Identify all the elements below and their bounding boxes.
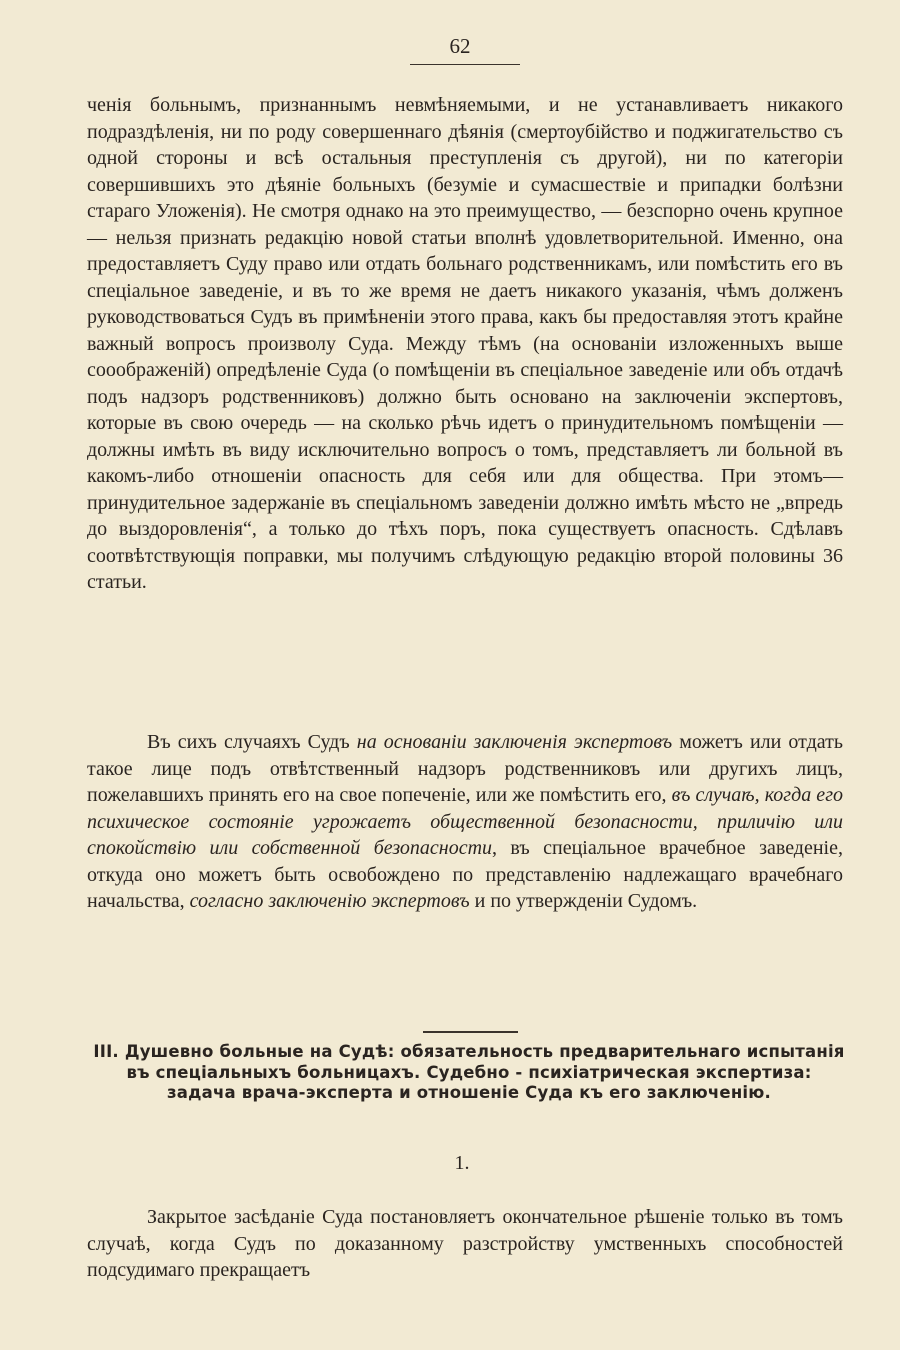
- paragraph-text: [87, 729, 843, 915]
- section-heading: III. Душевно больные на Судѣ: обязательность предварительнаго испытанія въ спеціальныхъ больницахъ. Судебно - психіатрическая экспертиза: задача врача-эксперта и отношеніе Суда къ его заключенію.: [93, 1042, 845, 1102]
- proposed-article-paragraph: [87, 729, 843, 915]
- paragraph-text: ченія больнымъ, признаннымъ невмѣняемыми, и не устанавливаетъ никакого подраздѣленія, ни по роду совершеннаго дѣянія (смертоубійство и поджигательство съ одной стороны и всѣ остальныя преступленія съ другой), ни по категоріи совершившихъ это дѣяніе больныхъ (безуміе и сумасшествіе и припадки болѣзни стараго Уложенія). Не смотря однако на это преимущество, — безспорно очень крупное — нельзя признать редакцію новой статьи вполнѣ удовлетворительной. Именно, она предоставляетъ Суду право или отдать больнаго родственникамъ, или помѣстить его въ спеціальное заведеніе, и въ то же время не даетъ никакого указанія, чѣмъ долженъ руководствоваться Судъ въ примѣненіи этого права, какъ бы предоставляя этотъ крайне важный вопросъ произволу Суда. Между тѣмъ (на основаніи изложенныхъ выше сооображеній) опредѣленіе Суда (о помѣщеніи въ спеціальное заведеніе или объ отдачѣ подъ надзоръ родственниковъ) должно быть основано на заключеніи экспертовъ, которые въ свою очередь — на сколько рѣчь идетъ о принудительномъ помѣщеніи — должны имѣть въ виду исключительно вопросъ о томъ, представляетъ ли больной въ какомъ-либо отношеніи опасность для себя или для общества. При этомъ—принудительное задержаніе въ спеціальномъ заведеніи должно имѣть мѣсто не „впредь до выздоровленія“, а только до тѣхъ поръ, пока существуетъ опасность. Сдѣлавъ соотвѣтствующія поправки, мы получимъ слѣдующую редакцію второй половины 36 статьи.: [87, 94, 843, 593]
- section-paragraph: [87, 1204, 843, 1284]
- italic-run: въ случаѣ, когда его психическое состояніе угрожаетъ общественной безопасности, приличію или спокойствію или собственной безопасности: [87, 784, 843, 859]
- paragraph-continuation: [87, 92, 843, 596]
- section-divider: [423, 1031, 518, 1033]
- section-number: 1.: [454, 1152, 470, 1174]
- header-rule: [410, 64, 520, 65]
- page-number: 62: [449, 34, 471, 58]
- paragraph-text: Закрытое засѣданіе Суда постановляетъ окончательное рѣшеніе только въ томъ случаѣ, когда Судъ по доказанному разстройству умственныхъ способностей подсудимаго прекращаетъ: [87, 1206, 843, 1281]
- italic-run: согласно заключенію экспертовъ: [189, 890, 470, 912]
- text-run: можетъ или отдать такое лице подъ отвѣтственный надзоръ родственниковъ или другихъ лицъ, пожелавшихъ принять его на свое попеченіе, или же помѣстить его,: [87, 731, 844, 806]
- text-run: и по утвержденіи Судомъ.: [469, 890, 698, 912]
- text-run: Въ сихъ случаяхъ Судъ: [147, 731, 357, 753]
- text-run: , въ спеціальное врачебное заведеніе, откуда оно можетъ быть освобождено по представленію надлежащаго врачебнаго начальства,: [87, 837, 843, 912]
- italic-run: на основаніи заключенія экспертовъ: [356, 731, 673, 753]
